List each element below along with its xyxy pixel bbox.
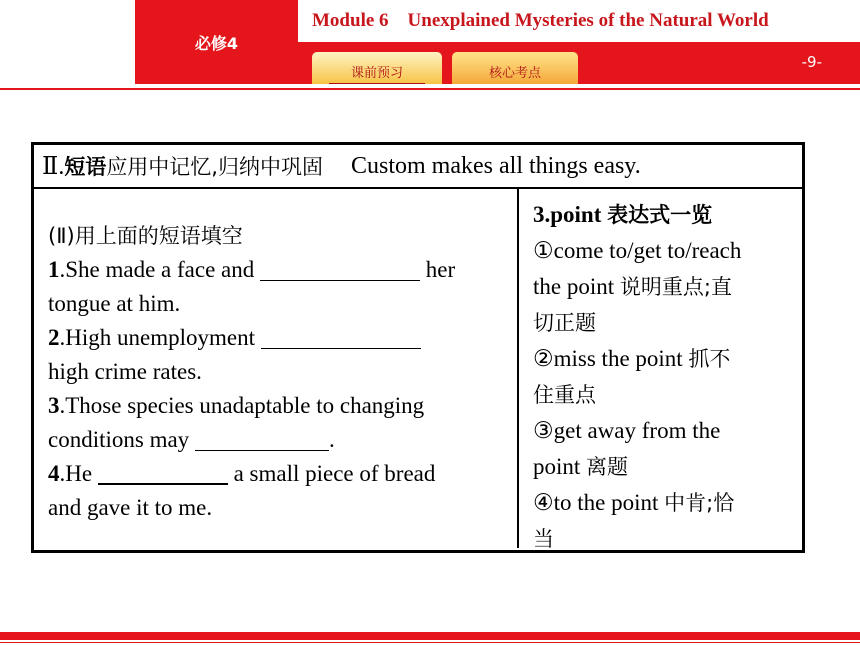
item-number: 3 (48, 393, 60, 418)
title-prefix: Ⅱ. (42, 153, 65, 180)
content-box (31, 142, 805, 553)
expression-3-line-a: ③get away from the (533, 418, 721, 443)
expression-2 (533, 341, 796, 377)
expression-meaning: 中肯;恰 (664, 491, 735, 515)
point-heading-en: 3.point (533, 202, 602, 227)
expression-text: ④to the point (533, 490, 659, 515)
expression-text: the point (533, 274, 615, 299)
expression-meaning: 说明重点;直 (619, 275, 732, 299)
item-end: . (328, 427, 335, 452)
footer-bar (0, 632, 860, 640)
item-text: a small piece of bread (227, 461, 436, 486)
expression-3-line-b (533, 449, 796, 485)
item-continuation: high crime rates. (48, 359, 202, 384)
box-title (34, 145, 802, 189)
item-text: .High unemployment (59, 325, 261, 350)
item-text: .She made a face and (59, 257, 261, 282)
item-number: 2 (48, 325, 60, 350)
expression-1-line-a: ①come to/get to/reach (533, 238, 742, 263)
exercise-item-2 (48, 321, 511, 355)
module-title: Module 6 Unexplained Mysteries of the Natural World (312, 10, 769, 31)
item-continuation: tongue at him. (48, 291, 181, 316)
page-number: -9- (801, 53, 822, 71)
tab-preview[interactable] (312, 52, 442, 84)
point-heading (533, 197, 796, 233)
item-number: 1 (48, 257, 60, 282)
answer-blank[interactable] (260, 257, 420, 281)
box-body (34, 189, 802, 551)
item-text: .He (59, 461, 98, 486)
item-number: 4 (48, 461, 60, 486)
item-continuation (48, 423, 511, 457)
expression-1-line-b (533, 269, 796, 305)
item-text: conditions may (48, 427, 195, 452)
book-label: 必修4 (135, 0, 298, 84)
point-expressions-column (519, 189, 802, 551)
point-heading-cn: 表达式一览 (607, 203, 713, 227)
answer-blank[interactable] (98, 460, 228, 485)
header-divider (0, 88, 860, 90)
expression-2-meaning-cont: 住重点 (533, 383, 596, 407)
answer-blank[interactable] (261, 325, 421, 349)
expression-4 (533, 485, 796, 521)
footer-thin-line (0, 642, 860, 643)
item-text: .Those species unadaptable to changing (59, 393, 425, 418)
expression-text: ②miss the point (533, 346, 683, 371)
tab-key-points[interactable] (452, 52, 578, 84)
title-rest: 应用中记忆,归纳中巩固 (106, 155, 323, 179)
title-bold: 短语 (64, 155, 107, 179)
exercise-heading: (Ⅱ)用上面的短语填空 (48, 224, 243, 248)
exercise-item-3 (48, 389, 511, 423)
expression-meaning: 抓不 (688, 347, 731, 371)
expression-meaning: 离题 (586, 455, 629, 479)
item-text: her (420, 257, 456, 282)
title-motto: Custom makes all things easy. (351, 152, 641, 179)
answer-blank[interactable] (195, 427, 329, 451)
exercise-item-1 (48, 253, 511, 287)
tab-preview-label: 课前预习 (329, 62, 425, 84)
exercise-column (34, 189, 519, 548)
item-continuation: and gave it to me. (48, 495, 213, 520)
exercise-item-4 (48, 457, 511, 491)
expression-4-meaning-cont: 当 (533, 527, 554, 551)
expression-1-meaning-cont: 切正题 (533, 311, 596, 335)
tab-key-points-label: 核心考点 (488, 66, 541, 81)
expression-text: point (533, 454, 581, 479)
